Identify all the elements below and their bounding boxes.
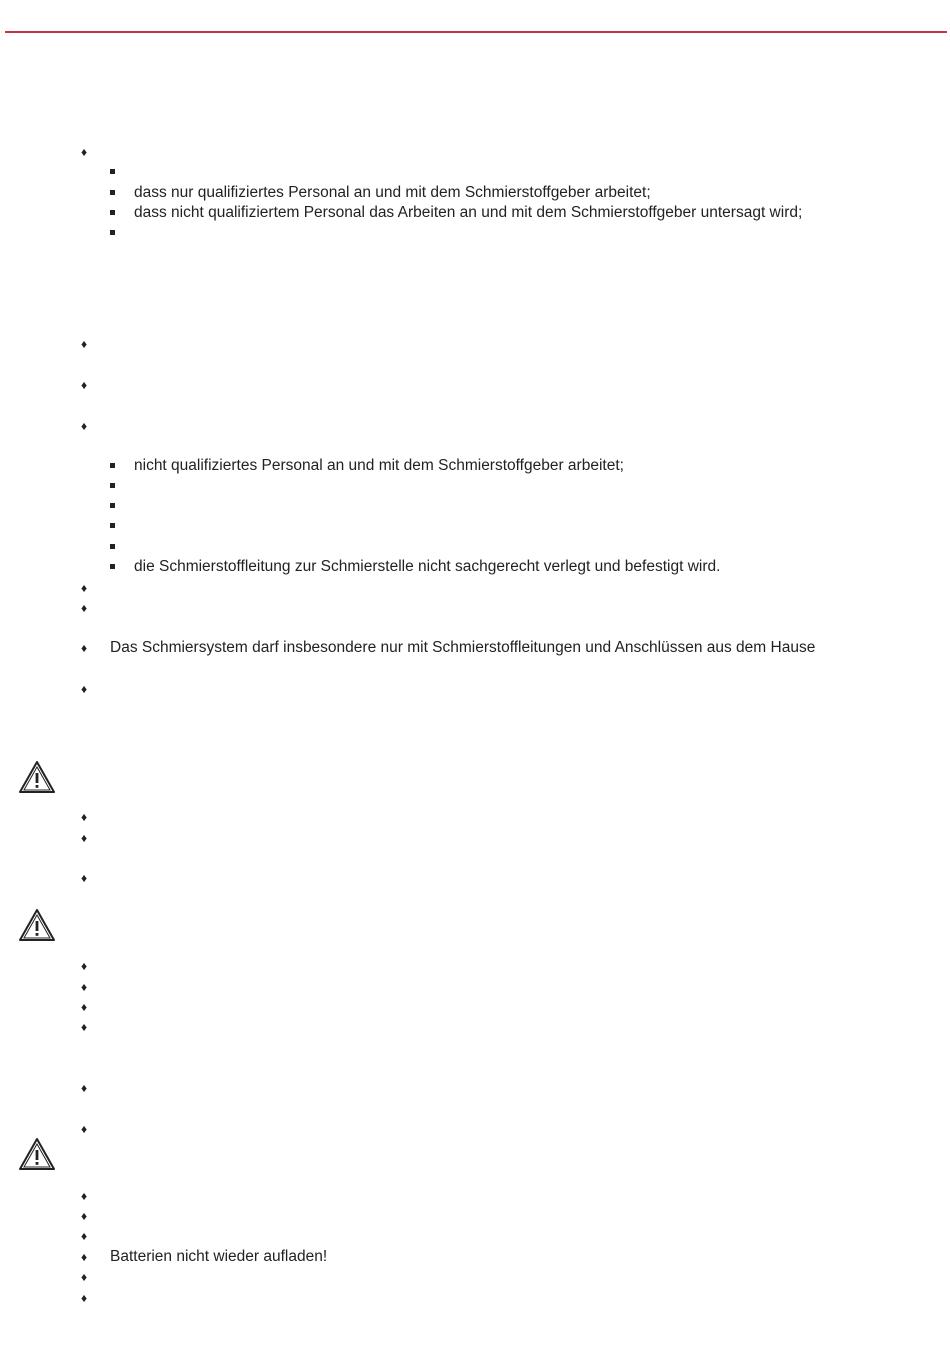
diamond-bullet-icon: ♦ [81,810,88,824]
diamond-bullet-icon: ♦ [81,581,88,595]
diamond-bullet-icon: ♦ [81,831,88,845]
warning-triangle-icon [18,908,56,942]
list-text: Batterien nicht wieder aufladen! [110,1248,328,1265]
sub-list-text: dass nur qualifiziertes Personal an und mit dem Schmierstoffgeber arbeitet; [134,184,651,201]
header-rule [5,31,947,33]
diamond-bullet-icon: ♦ [81,871,88,885]
square-bullet-icon [110,210,115,215]
square-bullet-icon [110,169,115,174]
diamond-bullet-icon: ♦ [81,1020,88,1034]
square-bullet-icon [110,564,115,569]
diamond-bullet-icon: ♦ [81,1291,88,1305]
square-bullet-icon [110,463,115,468]
diamond-bullet-icon: ♦ [81,378,88,392]
diamond-bullet-icon: ♦ [81,1270,88,1284]
square-bullet-icon [110,230,115,235]
diamond-bullet-icon: ♦ [81,641,88,655]
diamond-bullet-icon: ♦ [81,1189,88,1203]
square-bullet-icon [110,503,115,508]
square-bullet-icon [110,190,115,195]
diamond-bullet-icon: ♦ [81,682,88,696]
list-text: Das Schmiersystem darf insbesondere nur mit Schmierstoffleitungen und Anschlüssen aus dem Hause [110,639,816,656]
diamond-bullet-icon: ♦ [81,980,88,994]
diamond-bullet-icon: ♦ [81,1000,88,1014]
diamond-bullet-icon: ♦ [81,1122,88,1136]
sub-list-text: nicht qualifiziertes Personal an und mit dem Schmierstoffgeber arbeitet; [134,457,624,474]
warning-triangle-icon [18,760,56,794]
diamond-bullet-icon: ♦ [81,145,88,159]
diamond-bullet-icon: ♦ [81,419,88,433]
square-bullet-icon [110,483,115,488]
diamond-bullet-icon: ♦ [81,959,88,973]
sub-list-text: dass nicht qualifiziertem Personal das Arbeiten an und mit dem Schmierstoffgeber untersagt wird; [134,204,803,221]
diamond-bullet-icon: ♦ [81,337,88,351]
diamond-bullet-icon: ♦ [81,1229,88,1243]
warning-triangle-icon [18,1137,56,1171]
sub-list-text: die Schmierstoffleitung zur Schmierstelle nicht sachgerecht verlegt und befestigt wird. [134,558,721,575]
diamond-bullet-icon: ♦ [81,1209,88,1223]
diamond-bullet-icon: ♦ [81,601,88,615]
diamond-bullet-icon: ♦ [81,1250,88,1264]
diamond-bullet-icon: ♦ [81,1081,88,1095]
square-bullet-icon [110,544,115,549]
square-bullet-icon [110,523,115,528]
